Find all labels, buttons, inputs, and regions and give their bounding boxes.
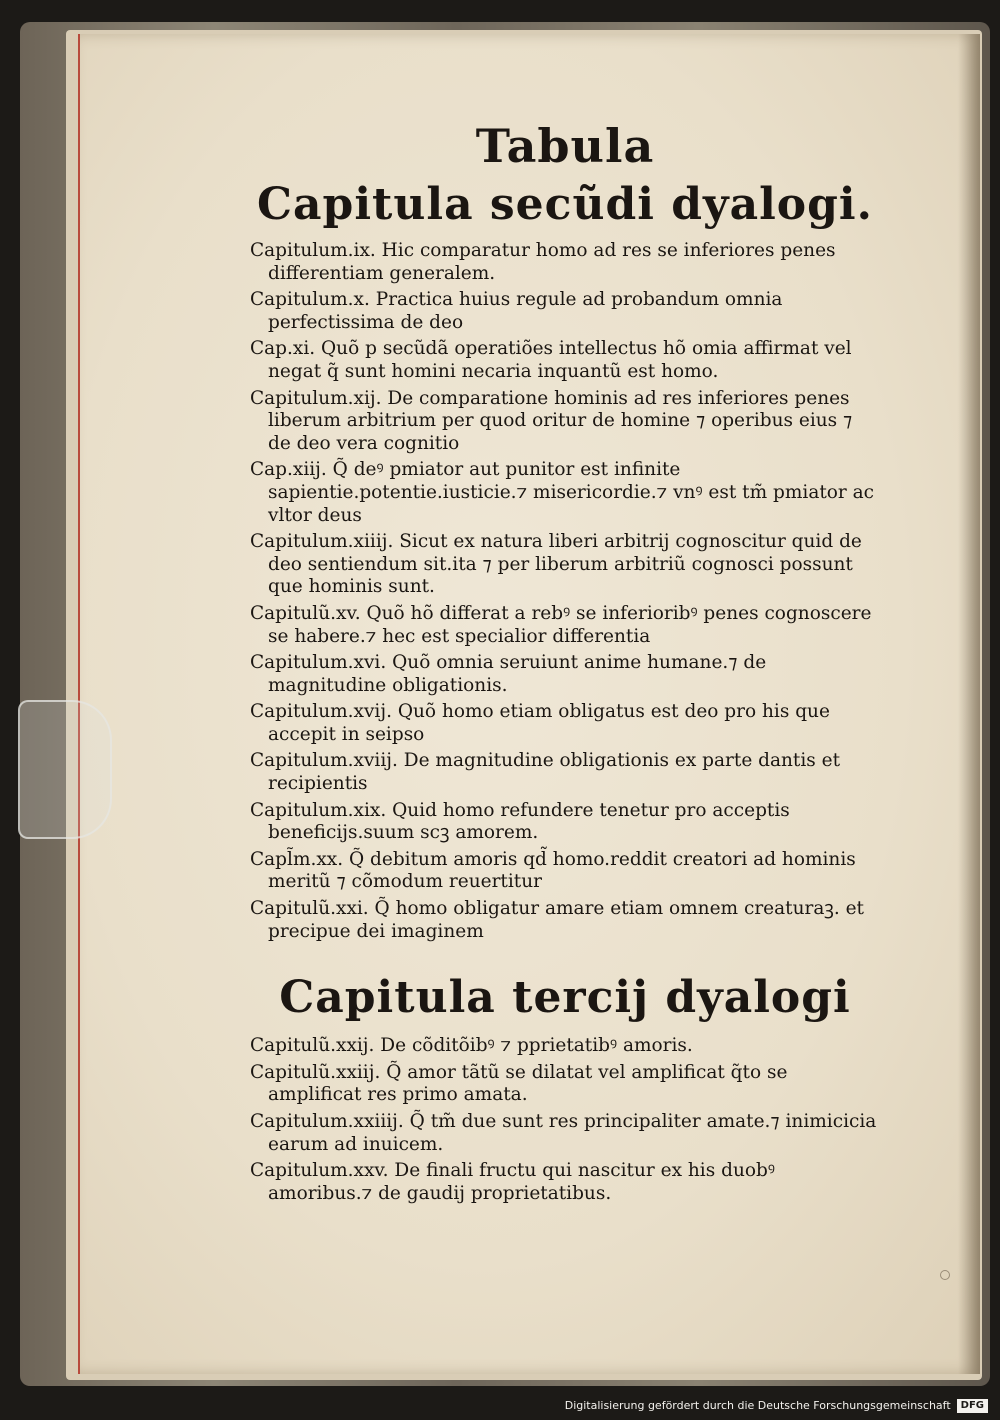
dfg-logo: DFG [957,1399,988,1413]
chapter-entry: Capitulum.ix. Hic comparatur homo ad res se inferiores penes differentiam generalem. [250,240,836,284]
chapter-entry: Capitulum.xxv. De finali fructu qui nascitur ex his duobꝰ amoribus.⁊ de gaudij proprietatibus. [250,1160,775,1204]
page-mark [940,1270,950,1280]
page-gutter-shadow [958,34,980,1374]
chapter-entry: Capitulum.x. Practica huius regule ad probandum omnia perfectissima de deo [250,289,783,333]
chapter-entry: Capitulum.xix. Quid homo refundere tenetur pro acceptis beneficijs.suum scꝫ amorem. [250,799,790,844]
chapter-entry: Capitulum.xviij. De magnitudine obligationis ex parte dantis et recipientis [250,750,841,795]
chapter-entry: Capitulum.xxiiij. Q̃ tm̃ due sunt res principaliter amate.⁊ inimicicia earum ad inuicem. [250,1111,877,1155]
chapter-entry: Capl̃m.xx. Q̃ debitum amoris qd̃ homo.reddit creatori ad hominis meritũ ⁊ cõmodum reuertitur [250,848,856,893]
chapter-entry: Capitulum.xvij. Quõ homo etiam obligatus est deo pro his que accepit in seipso [250,701,830,745]
page-title: Tabula [475,119,655,173]
section-two-chapter-list [250,1035,880,1205]
chapter-entry: Capitulum.xij. De comparatione hominis ad res inferiores penes liberum arbitrium per quod oritur de homine ⁊ operibus eius ⁊ de deo vera cognitio [250,387,853,454]
chapter-entry: Capitulũ.xv. Quõ hõ differat a rebꝰ se inferioribꝰ penes cognoscere se habere.⁊ hec est specialior differentia [250,602,872,647]
chapter-entry: Cap.xi. Quõ p secũdã operatiões intellectus hõ omia affirmat vel negat q̃ sunt homini necaria inquantũ est homo. [250,338,852,382]
chapter-entry: Capitulũ.xxiij. Q̃ amor tãtũ se dilatat vel amplificat q̃to se amplificat res primo amata. [250,1061,788,1106]
chapter-entry: Capitulũ.xxij. De cõditõibꝰ ⁊ pprietatibꝰ amoris. [250,1035,693,1057]
chapter-entry: Capitulum.xiiij. Sicut ex natura liberi arbitrij cognoscitur quid de deo sentiendum sit.ita ⁊ per liberum arbitriũ cognosci possunt que hominis sunt. [250,531,862,598]
section-two-heading: Capitula tercij dyalogi [279,972,851,1024]
chapter-entry: Capitulum.xvi. Quõ omnia seruiunt anime humane.⁊ de magnitudine obligationis. [250,652,767,696]
footer-credit-text: Digitalisierung gefördert durch die Deutsche Forschungsgemeinschaft [564,1399,951,1412]
section-one-chapter-list [250,240,880,943]
section-one-heading: Capitula secũdi dyalogi. [257,179,873,230]
page-clip [18,700,112,839]
chapter-entry: Capitulũ.xxi. Q̃ homo obligatur amare etiam omnem creaturaꝫ. et precipue dei imaginem [250,898,864,942]
chapter-entry: Cap.xiij. Q̃ deꝰ pmiator aut punitor est infinite sapientie.potentie.iusticie.⁊ misericordie.⁊ vnꝰ est tm̃ pmiator ac vltor deus [250,459,875,526]
digitization-footer [565,1398,988,1414]
table-of-contents [250,120,880,1209]
